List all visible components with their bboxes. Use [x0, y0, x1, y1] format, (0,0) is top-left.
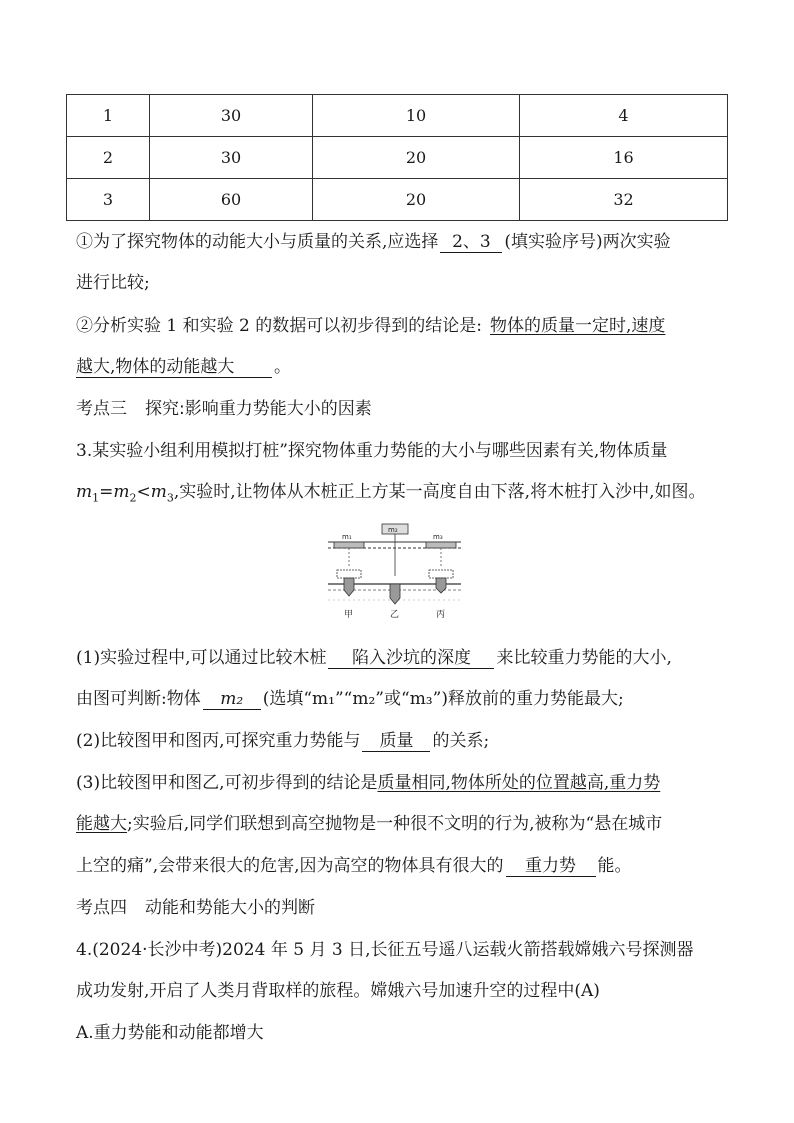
- question-text: (3)比较图甲和图乙,可初步得到的结论是: [76, 773, 378, 793]
- q2-part-a-line: [76, 230, 671, 254]
- question-text: (填实验序号)两次实验: [504, 232, 671, 252]
- answer-text: 物体的质量一定时,速度: [489, 316, 666, 336]
- table-cell: 1: [67, 95, 150, 137]
- question-text: ②分析实验 1 和实验 2 的数据可以初步得到的结论是:: [76, 316, 482, 336]
- table-cell: 20: [313, 179, 520, 221]
- table-cell: 16: [520, 137, 728, 179]
- table-cell: 30: [150, 95, 313, 137]
- table-cell: 2: [67, 137, 150, 179]
- mass-m3-block: [426, 542, 456, 548]
- mass-relation: $m_1=m_2<m_3$: [76, 482, 174, 505]
- mass-m1-label: m₁: [342, 533, 352, 541]
- answer-blank: 越大,物体的动能越大: [76, 357, 272, 378]
- table-cell: 60: [150, 179, 313, 221]
- table-row: [67, 179, 728, 221]
- stake-bing: [436, 578, 446, 593]
- question-text: ,实验时,让物体从木桩正上方某一高度自由下落,将木桩打入沙中,如图。: [173, 482, 706, 502]
- mass-m2-label: m₂: [388, 526, 398, 534]
- answer-blank: m₂: [203, 689, 261, 710]
- section-title: 探究:影响重力势能大小的因素: [145, 399, 372, 419]
- q3-stem-line2: [76, 480, 706, 510]
- q3-stem-line1: 3.某实验小组利用模拟打桩”探究物体重力势能的大小与哪些因素有关,物体质量: [76, 441, 668, 461]
- q3-part3-line2: [76, 812, 662, 836]
- table-row: [67, 95, 728, 137]
- q4-stem-line2: 成功发射,开启了人类月背取样的旅程。嫦娥六号加速升空的过程中(A): [76, 981, 600, 1001]
- q3-part3-line3: [76, 854, 632, 878]
- table-cell: 30: [150, 137, 313, 179]
- question-text: 上空的痛”,会带来很大的危害,因为高空的物体具有很大的: [76, 856, 504, 876]
- answer-blank: 2、3: [440, 232, 502, 253]
- q3-part1-line1: [76, 646, 672, 670]
- section-heading-3: [76, 397, 372, 421]
- q3-part3-line1: [76, 771, 660, 795]
- question-text: 能。: [597, 856, 632, 876]
- answer-text: 能越大: [76, 814, 127, 834]
- answer-blank: 陷入沙坑的深度: [328, 648, 494, 669]
- pile-driving-figure: [326, 520, 466, 620]
- stake-jia: [344, 578, 354, 596]
- question-text: 来比较重力势能的大小,: [496, 648, 672, 668]
- table-cell: 32: [520, 179, 728, 221]
- answer-blank: 重力势: [506, 856, 596, 877]
- question-text: 。: [274, 357, 291, 377]
- q4-stem-line1: 4.(2024·长沙中考)2024 年 5 月 3 日,长征五号遥八运载火箭搭载嫦娥六号探测器: [76, 940, 694, 960]
- stake-head-bing: [429, 570, 453, 578]
- figure-label-jia: 甲: [344, 610, 354, 620]
- table-cell: 10: [313, 95, 520, 137]
- question-text: 由图可判断:物体: [76, 689, 201, 709]
- question-text: (选填“m₁”“m₂”或“m₃”)释放前的重力势能最大;: [262, 689, 624, 709]
- q2-part-a-continuation: 进行比较;: [76, 273, 150, 293]
- question-text: (2)比较图甲和图丙,可探究重力势能与: [76, 731, 361, 751]
- question-text: (1)实验过程中,可以通过比较木桩: [76, 648, 327, 668]
- section-number: 考点三: [76, 399, 127, 419]
- question-text: ;实验后,同学们联想到高空抛物是一种很不文明的行为,被称为“悬在城市: [127, 814, 663, 834]
- answer-blank: 质量: [362, 731, 430, 752]
- table-row: [67, 137, 728, 179]
- q2-part-b-line: [76, 314, 665, 338]
- section-title: 动能和势能大小的判断: [145, 898, 315, 918]
- section-heading-4: [76, 896, 315, 920]
- q3-part2-line: [76, 729, 489, 753]
- stake-head-jia: [337, 570, 361, 578]
- table-cell: 20: [313, 137, 520, 179]
- mass-m3-label: m₃: [433, 533, 443, 541]
- mass-m1-block: [334, 542, 364, 548]
- figure-label-bing: 丙: [436, 610, 446, 620]
- experiment-data-table: [66, 94, 728, 221]
- stake-yi: [390, 584, 400, 604]
- question-text: 的关系;: [432, 731, 490, 751]
- section-number: 考点四: [76, 898, 127, 918]
- q4-option-a: A.重力势能和动能都增大: [76, 1023, 264, 1043]
- answer-text: 质量相同,物体所处的位置越高,重力势: [377, 773, 661, 793]
- q2-part-b-continuation: [76, 355, 291, 379]
- figure-label-yi: 乙: [390, 610, 400, 620]
- table-cell: 4: [520, 95, 728, 137]
- question-text: ①为了探究物体的动能大小与质量的关系,应选择: [76, 232, 439, 252]
- q3-part1-line2: [76, 687, 624, 711]
- table-cell: 3: [67, 179, 150, 221]
